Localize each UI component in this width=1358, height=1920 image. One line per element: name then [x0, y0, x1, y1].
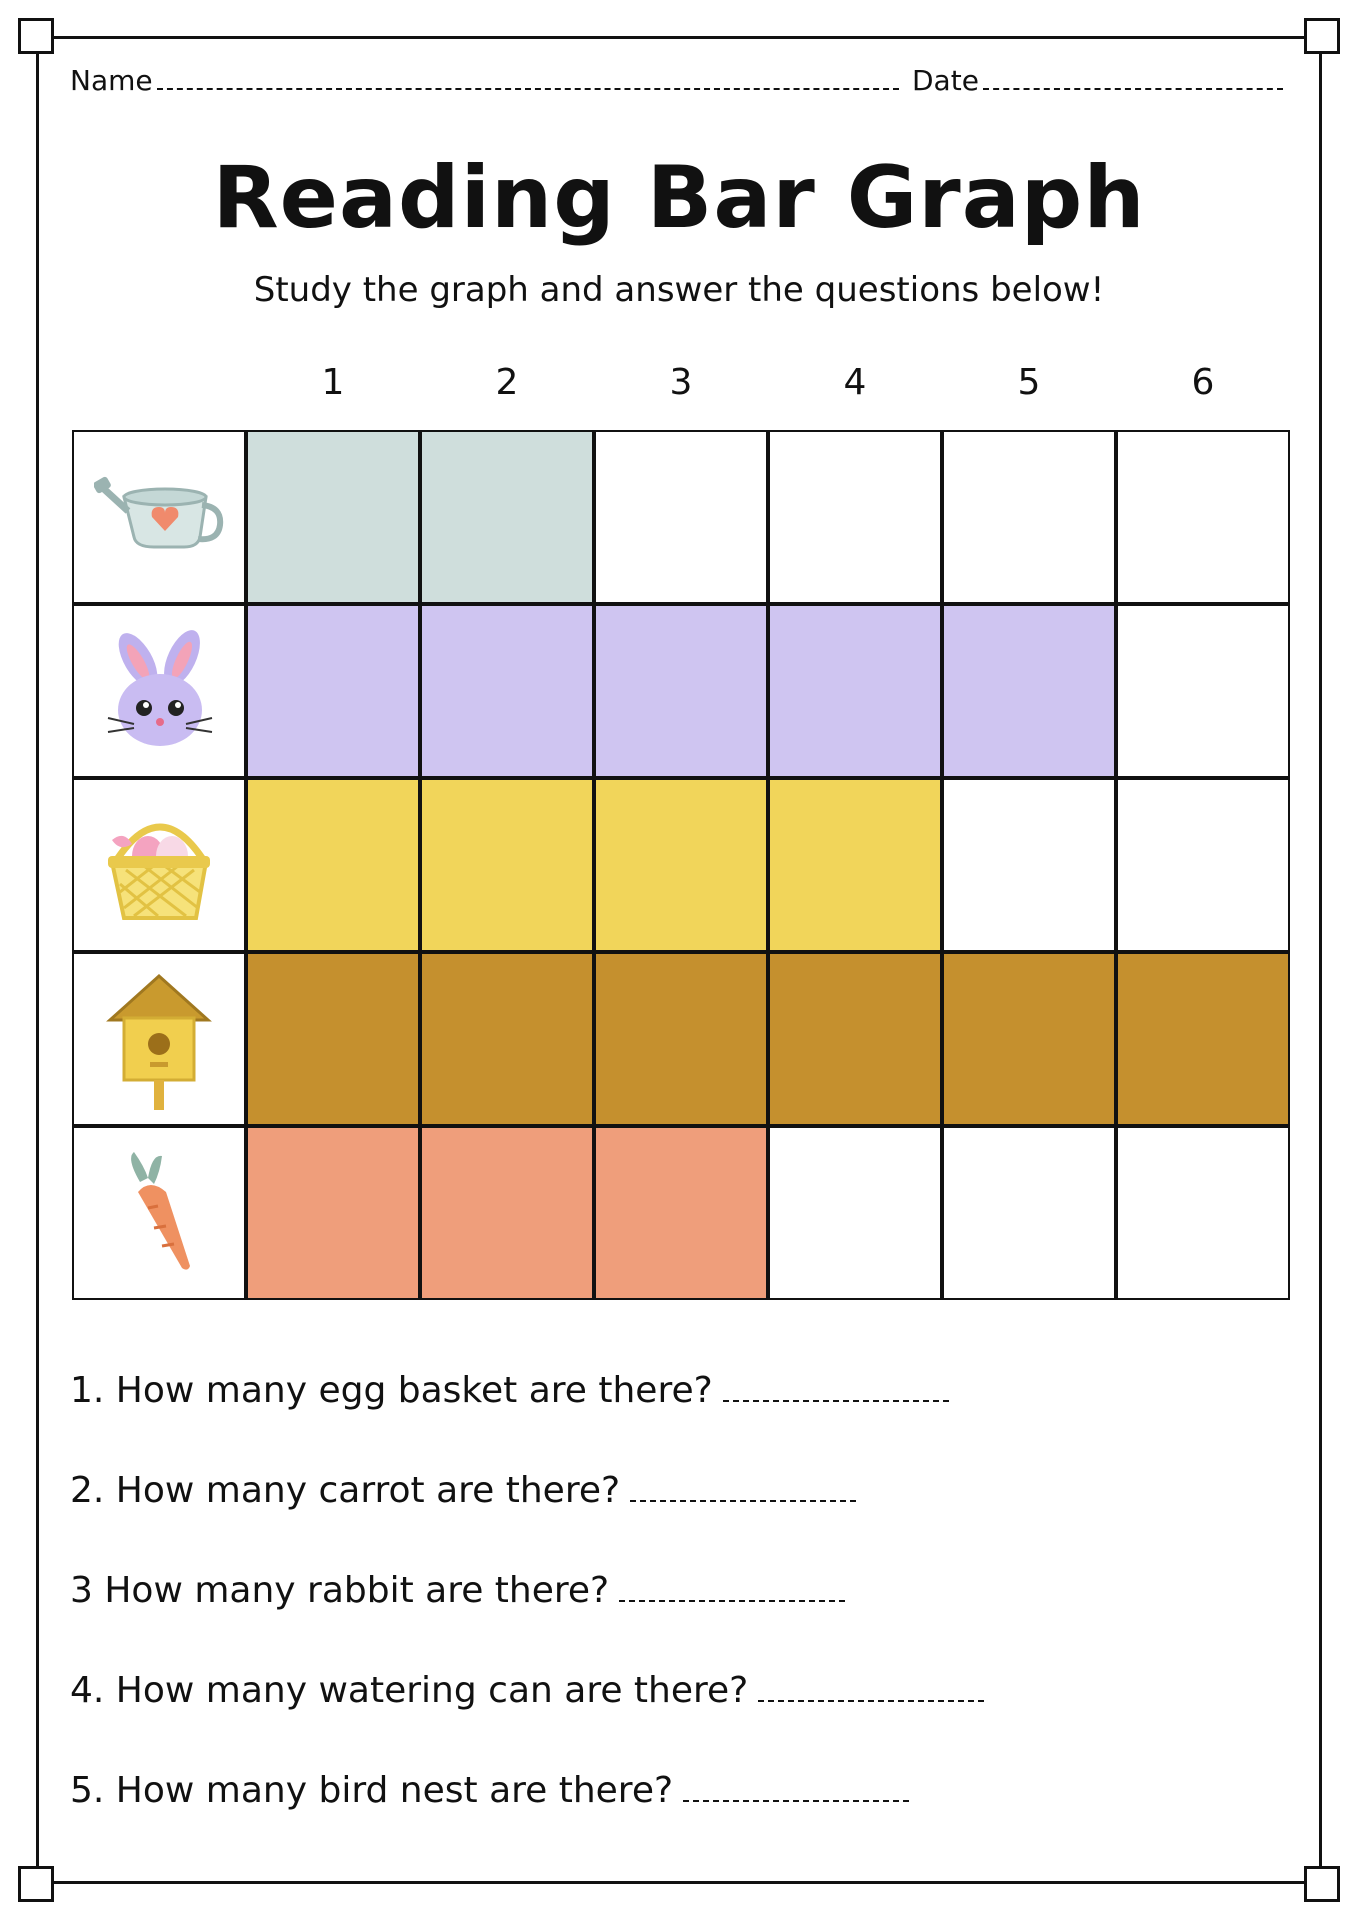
- name-blank[interactable]: [157, 64, 899, 90]
- x-tick-label: 3: [669, 362, 693, 403]
- page-subtitle: Study the graph and answer the questions below!: [253, 270, 1105, 310]
- question-item: [70, 1370, 949, 1411]
- egg-basket-icon: [72, 778, 246, 952]
- empty-cell: [1116, 604, 1290, 778]
- bar-segment: [768, 604, 942, 778]
- empty-cell: [1116, 778, 1290, 952]
- bar-segment: [246, 430, 420, 604]
- x-axis-labels: [246, 362, 1290, 412]
- bar-segment: [768, 778, 942, 952]
- x-tick-label: 2: [495, 362, 519, 403]
- question-text: 3 How many rabbit are there?: [70, 1570, 610, 1611]
- empty-cell: [768, 430, 942, 604]
- bar-segment: [246, 1126, 420, 1300]
- x-tick-label: 4: [843, 362, 867, 403]
- empty-cell: [1116, 430, 1290, 604]
- empty-cell: [942, 778, 1116, 952]
- question-text: 2. How many carrot are there?: [70, 1470, 621, 1511]
- rabbit-icon: [72, 604, 246, 778]
- bar-segment: [594, 778, 768, 952]
- watering-can-icon: [72, 430, 246, 604]
- bar-segment: [942, 952, 1116, 1126]
- date-blank[interactable]: [983, 64, 1283, 90]
- name-field[interactable]: [70, 64, 899, 97]
- date-field[interactable]: [912, 64, 1283, 97]
- question-item: [70, 1570, 845, 1611]
- empty-cell: [942, 1126, 1116, 1300]
- frame-corner: [1304, 1866, 1340, 1902]
- bar-segment: [594, 952, 768, 1126]
- carrot-icon: [72, 1126, 246, 1300]
- x-tick-label: 5: [1017, 362, 1041, 403]
- answer-blank[interactable]: [683, 1770, 909, 1802]
- answer-blank[interactable]: [758, 1670, 984, 1702]
- bar-segment: [420, 952, 594, 1126]
- bird-nest-icon: [72, 952, 246, 1126]
- empty-cell: [942, 430, 1116, 604]
- x-tick-label: 6: [1191, 362, 1215, 403]
- empty-cell: [1116, 1126, 1290, 1300]
- bar-segment: [246, 778, 420, 952]
- bar-segment: [768, 952, 942, 1126]
- bar-segment: [246, 952, 420, 1126]
- bar-segment: [1116, 952, 1290, 1126]
- question-text: 1. How many egg basket are there?: [70, 1370, 713, 1411]
- empty-cell: [594, 430, 768, 604]
- date-label: Date: [912, 64, 979, 97]
- bar-segment: [420, 604, 594, 778]
- bar-segment: [594, 1126, 768, 1300]
- empty-cell: [768, 1126, 942, 1300]
- answer-blank[interactable]: [619, 1570, 845, 1602]
- name-label: Name: [70, 64, 153, 97]
- frame-corner: [1304, 18, 1340, 54]
- bar-segment: [246, 604, 420, 778]
- frame-corner: [18, 18, 54, 54]
- question-text: 4. How many watering can are there?: [70, 1670, 749, 1711]
- question-item: [70, 1770, 909, 1811]
- question-item: [70, 1470, 856, 1511]
- page-title: Reading Bar Graph: [212, 148, 1146, 248]
- bar-segment: [420, 778, 594, 952]
- answer-blank[interactable]: [630, 1470, 856, 1502]
- bar-segment: [594, 604, 768, 778]
- x-tick-label: 1: [321, 362, 345, 403]
- question-item: [70, 1670, 984, 1711]
- bar-segment: [420, 430, 594, 604]
- question-text: 5. How many bird nest are there?: [70, 1770, 674, 1811]
- frame-corner: [18, 1866, 54, 1902]
- bar-segment: [420, 1126, 594, 1300]
- bar-segment: [942, 604, 1116, 778]
- answer-blank[interactable]: [723, 1370, 949, 1402]
